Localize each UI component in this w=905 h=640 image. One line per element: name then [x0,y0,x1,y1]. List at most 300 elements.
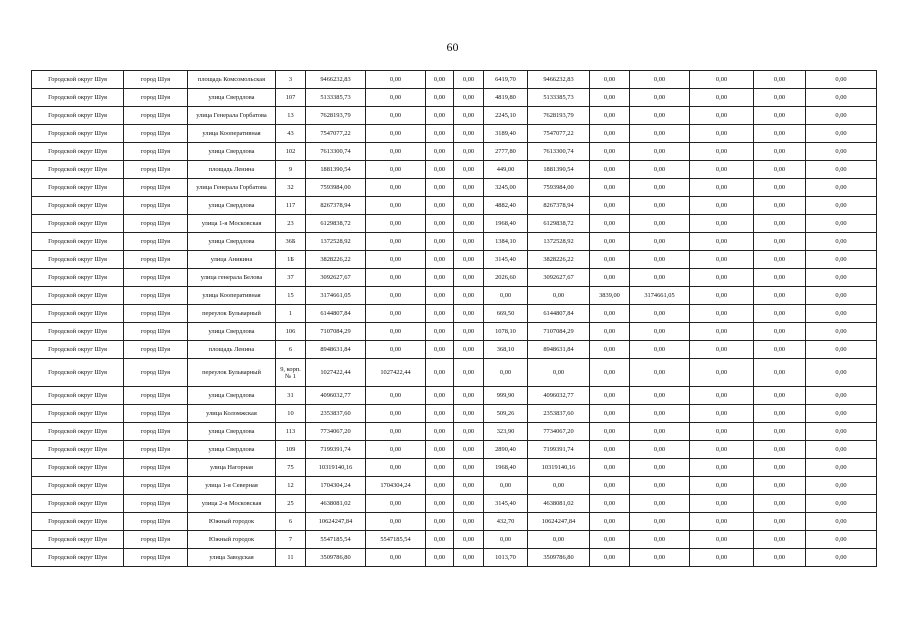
table-row [32,531,877,549]
cell-cost-e: 0,00 [630,89,690,107]
cell-cost-g: 0,00 [754,89,806,107]
cell-total-cost: 8267378,94 [306,197,366,215]
cell-cost-b: 0,00 [426,513,454,531]
cell-area-a: 0,00 [484,477,528,495]
cell-cost-f: 0,00 [690,323,754,341]
cell-cost-e: 0,00 [630,179,690,197]
cell-house-number: 15 [276,287,306,305]
cell-cost-f: 0,00 [690,423,754,441]
cell-area-b: 0,00 [590,513,630,531]
cell-area-a: 2026,60 [484,269,528,287]
table-row [32,405,877,423]
cell-cost-d: 8948631,84 [528,341,590,359]
cell-cost-a: 0,00 [366,107,426,125]
cell-cost-h: 0,00 [806,215,877,233]
cell-house-number: 13 [276,107,306,125]
cell-cost-e: 0,00 [630,161,690,179]
cell-total-cost: 1372528,92 [306,233,366,251]
cell-total-cost: 7107084,29 [306,323,366,341]
cell-cost-f: 0,00 [690,143,754,161]
cell-total-cost: 7593984,00 [306,179,366,197]
cell-cost-g: 0,00 [754,233,806,251]
cell-city: город Шуя [124,323,188,341]
cell-city: город Шуя [124,405,188,423]
cell-okrug: Городской округ Шуя [32,477,124,495]
cell-cost-c: 0,00 [454,359,484,387]
cell-area-b: 0,00 [590,161,630,179]
cell-cost-h: 0,00 [806,477,877,495]
cell-area-a: 1968,40 [484,215,528,233]
cell-okrug: Городской округ Шуя [32,179,124,197]
cell-cost-b: 0,00 [426,531,454,549]
cell-city: город Шуя [124,459,188,477]
cell-area-a: 0,00 [484,531,528,549]
cell-area-a: 509,26 [484,405,528,423]
cell-total-cost: 6129838,72 [306,215,366,233]
cell-cost-h: 0,00 [806,179,877,197]
cell-cost-f: 0,00 [690,269,754,287]
cell-cost-c: 0,00 [454,125,484,143]
table-row [32,251,877,269]
cell-cost-h: 0,00 [806,323,877,341]
cell-city: город Шуя [124,233,188,251]
table-row [32,459,877,477]
cell-cost-c: 0,00 [454,549,484,567]
cell-cost-b: 0,00 [426,495,454,513]
cell-area-b: 0,00 [590,233,630,251]
cell-cost-d: 7199391,74 [528,441,590,459]
cell-cost-e: 0,00 [630,143,690,161]
table-row [32,441,877,459]
table-row [32,89,877,107]
cell-cost-b: 0,00 [426,423,454,441]
cell-cost-g: 0,00 [754,143,806,161]
cell-cost-c: 0,00 [454,179,484,197]
cell-cost-f: 0,00 [690,513,754,531]
cell-cost-d: 10624247,84 [528,513,590,531]
cell-area-b: 0,00 [590,305,630,323]
cell-cost-f: 0,00 [690,179,754,197]
cell-cost-g: 0,00 [754,305,806,323]
cell-area-b: 0,00 [590,197,630,215]
cell-okrug: Городской округ Шуя [32,71,124,89]
table-row [32,107,877,125]
cell-street: улица Свердлова [188,387,276,405]
table-row [32,269,877,287]
cell-area-b: 0,00 [590,341,630,359]
cell-area-a: 4819,80 [484,89,528,107]
cell-cost-c: 0,00 [454,305,484,323]
cell-total-cost: 10319140,16 [306,459,366,477]
table-row [32,287,877,305]
cell-okrug: Городской округ Шуя [32,531,124,549]
cell-okrug: Городской округ Шуя [32,387,124,405]
cell-cost-f: 0,00 [690,495,754,513]
cell-cost-c: 0,00 [454,531,484,549]
cell-cost-e: 0,00 [630,107,690,125]
cell-total-cost: 7547077,22 [306,125,366,143]
cell-cost-a: 0,00 [366,495,426,513]
cell-cost-a: 0,00 [366,269,426,287]
cell-cost-h: 0,00 [806,549,877,567]
cell-street: улица Свердлова [188,323,276,341]
cell-cost-e: 0,00 [630,495,690,513]
cell-total-cost: 3092627,67 [306,269,366,287]
cell-city: город Шуя [124,215,188,233]
cell-total-cost: 1881390,54 [306,161,366,179]
cell-cost-b: 0,00 [426,125,454,143]
cell-city: город Шуя [124,89,188,107]
cell-house-number: 6 [276,513,306,531]
cell-cost-a: 0,00 [366,287,426,305]
cell-city: город Шуя [124,269,188,287]
cell-street: улица 1-я Северная [188,477,276,495]
cell-cost-a: 1027422,44 [366,359,426,387]
cell-house-number: 9, корп. № 1 [276,359,306,387]
cell-cost-h: 0,00 [806,441,877,459]
cell-cost-a: 0,00 [366,251,426,269]
cell-cost-h: 0,00 [806,341,877,359]
table-row [32,495,877,513]
cell-okrug: Городской округ Шуя [32,423,124,441]
cell-house-number: 6 [276,341,306,359]
cell-cost-f: 0,00 [690,251,754,269]
cell-area-a: 2777,80 [484,143,528,161]
cell-house-number: 12 [276,477,306,495]
cell-street: площадь Ленина [188,341,276,359]
cell-cost-f: 0,00 [690,531,754,549]
cell-street: переулок Бульварный [188,359,276,387]
cell-area-b: 0,00 [590,549,630,567]
cell-cost-a: 0,00 [366,89,426,107]
cell-area-b: 0,00 [590,359,630,387]
cell-total-cost: 7613300,74 [306,143,366,161]
cell-cost-e: 0,00 [630,341,690,359]
cell-cost-d: 7734067,20 [528,423,590,441]
cell-cost-g: 0,00 [754,405,806,423]
cell-cost-c: 0,00 [454,423,484,441]
cell-cost-b: 0,00 [426,287,454,305]
cell-area-b: 0,00 [590,269,630,287]
cell-total-cost: 3174661,05 [306,287,366,305]
cell-area-a: 1968,40 [484,459,528,477]
cell-cost-h: 0,00 [806,423,877,441]
cell-cost-d: 3509786,80 [528,549,590,567]
cell-street: переулок Бульварный [188,305,276,323]
cell-cost-f: 0,00 [690,405,754,423]
cell-okrug: Городской округ Шуя [32,197,124,215]
cell-area-a: 1384,10 [484,233,528,251]
cell-cost-h: 0,00 [806,359,877,387]
cell-total-cost: 3509786,80 [306,549,366,567]
housing-register-table [31,70,877,567]
cell-cost-d: 7613300,74 [528,143,590,161]
cell-cost-c: 0,00 [454,495,484,513]
cell-cost-f: 0,00 [690,107,754,125]
cell-city: город Шуя [124,179,188,197]
cell-city: город Шуя [124,71,188,89]
cell-total-cost: 6144807,84 [306,305,366,323]
cell-cost-h: 0,00 [806,89,877,107]
cell-cost-g: 0,00 [754,215,806,233]
cell-okrug: Городской округ Шуя [32,549,124,567]
cell-street: площадь Комсомольская [188,71,276,89]
cell-area-b: 0,00 [590,387,630,405]
cell-cost-d: 7628193,79 [528,107,590,125]
cell-cost-a: 0,00 [366,405,426,423]
cell-cost-g: 0,00 [754,71,806,89]
cell-cost-f: 0,00 [690,125,754,143]
cell-cost-b: 0,00 [426,387,454,405]
cell-cost-d: 9466232,83 [528,71,590,89]
cell-area-a: 432,70 [484,513,528,531]
cell-total-cost: 2353837,60 [306,405,366,423]
cell-cost-h: 0,00 [806,513,877,531]
cell-cost-d: 7593984,00 [528,179,590,197]
cell-street: улица 1-я Московская [188,215,276,233]
cell-area-b: 0,00 [590,143,630,161]
cell-cost-h: 0,00 [806,233,877,251]
cell-cost-c: 0,00 [454,233,484,251]
cell-cost-e: 0,00 [630,531,690,549]
cell-cost-d: 3828226,22 [528,251,590,269]
cell-cost-e: 0,00 [630,305,690,323]
cell-okrug: Городской округ Шуя [32,215,124,233]
cell-cost-e: 0,00 [630,197,690,215]
cell-street: улица Свердлова [188,197,276,215]
cell-cost-g: 0,00 [754,323,806,341]
cell-cost-d: 10319140,16 [528,459,590,477]
cell-street: площадь Ленина [188,161,276,179]
cell-cost-f: 0,00 [690,359,754,387]
cell-area-a: 0,00 [484,287,528,305]
cell-total-cost: 4096032,77 [306,387,366,405]
cell-house-number: 23 [276,215,306,233]
table-body [32,71,877,567]
cell-street: улица Кооперативная [188,287,276,305]
cell-cost-g: 0,00 [754,423,806,441]
cell-total-cost: 8948631,84 [306,341,366,359]
cell-cost-b: 0,00 [426,233,454,251]
cell-cost-f: 0,00 [690,287,754,305]
table-row [32,341,877,359]
cell-area-b: 0,00 [590,459,630,477]
cell-cost-e: 0,00 [630,233,690,251]
cell-cost-b: 0,00 [426,441,454,459]
cell-cost-d: 4638081,02 [528,495,590,513]
cell-house-number: 31 [276,387,306,405]
cell-cost-b: 0,00 [426,197,454,215]
cell-cost-h: 0,00 [806,251,877,269]
cell-cost-a: 0,00 [366,549,426,567]
cell-cost-g: 0,00 [754,107,806,125]
cell-cost-e: 0,00 [630,251,690,269]
cell-cost-g: 0,00 [754,161,806,179]
cell-cost-a: 0,00 [366,215,426,233]
cell-cost-b: 0,00 [426,71,454,89]
cell-cost-h: 0,00 [806,143,877,161]
cell-cost-b: 0,00 [426,477,454,495]
cell-cost-g: 0,00 [754,477,806,495]
cell-cost-h: 0,00 [806,125,877,143]
cell-cost-g: 0,00 [754,513,806,531]
cell-area-b: 0,00 [590,125,630,143]
cell-cost-h: 0,00 [806,531,877,549]
cell-house-number: 106 [276,323,306,341]
cell-cost-f: 0,00 [690,197,754,215]
cell-house-number: 7 [276,531,306,549]
cell-cost-e: 0,00 [630,71,690,89]
cell-cost-e: 0,00 [630,125,690,143]
cell-house-number: 43 [276,125,306,143]
cell-okrug: Городской округ Шуя [32,161,124,179]
cell-cost-c: 0,00 [454,323,484,341]
cell-area-b: 0,00 [590,323,630,341]
cell-city: город Шуя [124,143,188,161]
cell-street: улица Заводская [188,549,276,567]
cell-total-cost: 5133385,73 [306,89,366,107]
cell-cost-e: 0,00 [630,549,690,567]
cell-area-b: 0,00 [590,405,630,423]
cell-street: улица Свердлова [188,233,276,251]
cell-cost-h: 0,00 [806,161,877,179]
cell-cost-c: 0,00 [454,107,484,125]
cell-cost-a: 0,00 [366,441,426,459]
cell-cost-h: 0,00 [806,405,877,423]
cell-area-a: 3145,40 [484,251,528,269]
cell-cost-g: 0,00 [754,387,806,405]
cell-street: улица Свердлова [188,143,276,161]
cell-area-b: 0,00 [590,423,630,441]
cell-cost-b: 0,00 [426,179,454,197]
cell-cost-a: 0,00 [366,387,426,405]
cell-area-b: 0,00 [590,495,630,513]
table-row [32,549,877,567]
cell-cost-e: 0,00 [630,215,690,233]
cell-cost-g: 0,00 [754,197,806,215]
table-row [32,477,877,495]
cell-cost-a: 0,00 [366,197,426,215]
cell-total-cost: 7734067,20 [306,423,366,441]
cell-cost-c: 0,00 [454,387,484,405]
cell-city: город Шуя [124,107,188,125]
cell-cost-a: 0,00 [366,161,426,179]
cell-house-number: 36Б [276,233,306,251]
cell-okrug: Городской округ Шуя [32,251,124,269]
cell-cost-d: 8267378,94 [528,197,590,215]
cell-okrug: Городской округ Шуя [32,441,124,459]
cell-cost-b: 0,00 [426,89,454,107]
cell-cost-b: 0,00 [426,405,454,423]
table-row [32,513,877,531]
cell-cost-f: 0,00 [690,477,754,495]
cell-cost-a: 0,00 [366,459,426,477]
cell-cost-h: 0,00 [806,71,877,89]
table-row [32,323,877,341]
cell-house-number: 11 [276,549,306,567]
cell-house-number: 102 [276,143,306,161]
cell-cost-g: 0,00 [754,459,806,477]
cell-area-a: 2890,40 [484,441,528,459]
cell-house-number: 109 [276,441,306,459]
cell-area-a: 1078,10 [484,323,528,341]
cell-cost-a: 0,00 [366,125,426,143]
cell-okrug: Городской округ Шуя [32,513,124,531]
cell-cost-f: 0,00 [690,459,754,477]
cell-cost-a: 0,00 [366,423,426,441]
cell-street: улица 2-я Московская [188,495,276,513]
cell-city: город Шуя [124,423,188,441]
cell-cost-d: 6129838,72 [528,215,590,233]
cell-street: улица Аникина [188,251,276,269]
cell-okrug: Городской округ Шуя [32,341,124,359]
cell-city: город Шуя [124,305,188,323]
cell-cost-h: 0,00 [806,107,877,125]
cell-city: город Шуя [124,531,188,549]
cell-city: город Шуя [124,387,188,405]
cell-okrug: Городской округ Шуя [32,233,124,251]
cell-okrug: Городской округ Шуя [32,495,124,513]
table-row [32,125,877,143]
cell-cost-c: 0,00 [454,251,484,269]
cell-house-number: 75 [276,459,306,477]
cell-house-number: 10 [276,405,306,423]
cell-okrug: Городской округ Шуя [32,459,124,477]
cell-area-b: 0,00 [590,71,630,89]
cell-cost-c: 0,00 [454,89,484,107]
cell-okrug: Городской округ Шуя [32,405,124,423]
cell-cost-f: 0,00 [690,215,754,233]
cell-area-b: 0,00 [590,531,630,549]
cell-cost-f: 0,00 [690,233,754,251]
cell-area-a: 2245,10 [484,107,528,125]
cell-area-a: 6419,70 [484,71,528,89]
cell-total-cost: 3828226,22 [306,251,366,269]
cell-cost-d: 0,00 [528,477,590,495]
cell-city: город Шуя [124,441,188,459]
cell-cost-d: 0,00 [528,531,590,549]
cell-total-cost: 1704304,24 [306,477,366,495]
cell-cost-h: 0,00 [806,459,877,477]
cell-street: улица Нагорная [188,459,276,477]
cell-cost-c: 0,00 [454,513,484,531]
cell-cost-d: 4096032,77 [528,387,590,405]
table-row [32,423,877,441]
cell-okrug: Городской округ Шуя [32,143,124,161]
cell-cost-d: 0,00 [528,359,590,387]
cell-area-a: 3189,40 [484,125,528,143]
cell-cost-a: 0,00 [366,305,426,323]
cell-cost-f: 0,00 [690,441,754,459]
cell-cost-a: 0,00 [366,179,426,197]
cell-area-a: 449,00 [484,161,528,179]
cell-area-a: 4882,40 [484,197,528,215]
cell-cost-d: 7107084,29 [528,323,590,341]
cell-cost-b: 0,00 [426,143,454,161]
cell-total-cost: 5547185,54 [306,531,366,549]
cell-cost-d: 2353837,60 [528,405,590,423]
cell-cost-h: 0,00 [806,197,877,215]
cell-street: улица Свердлова [188,89,276,107]
cell-area-b: 0,00 [590,251,630,269]
cell-cost-c: 0,00 [454,287,484,305]
cell-area-a: 999,90 [484,387,528,405]
cell-total-cost: 4638081,02 [306,495,366,513]
cell-cost-b: 0,00 [426,269,454,287]
cell-cost-g: 0,00 [754,359,806,387]
cell-cost-g: 0,00 [754,549,806,567]
cell-cost-f: 0,00 [690,341,754,359]
